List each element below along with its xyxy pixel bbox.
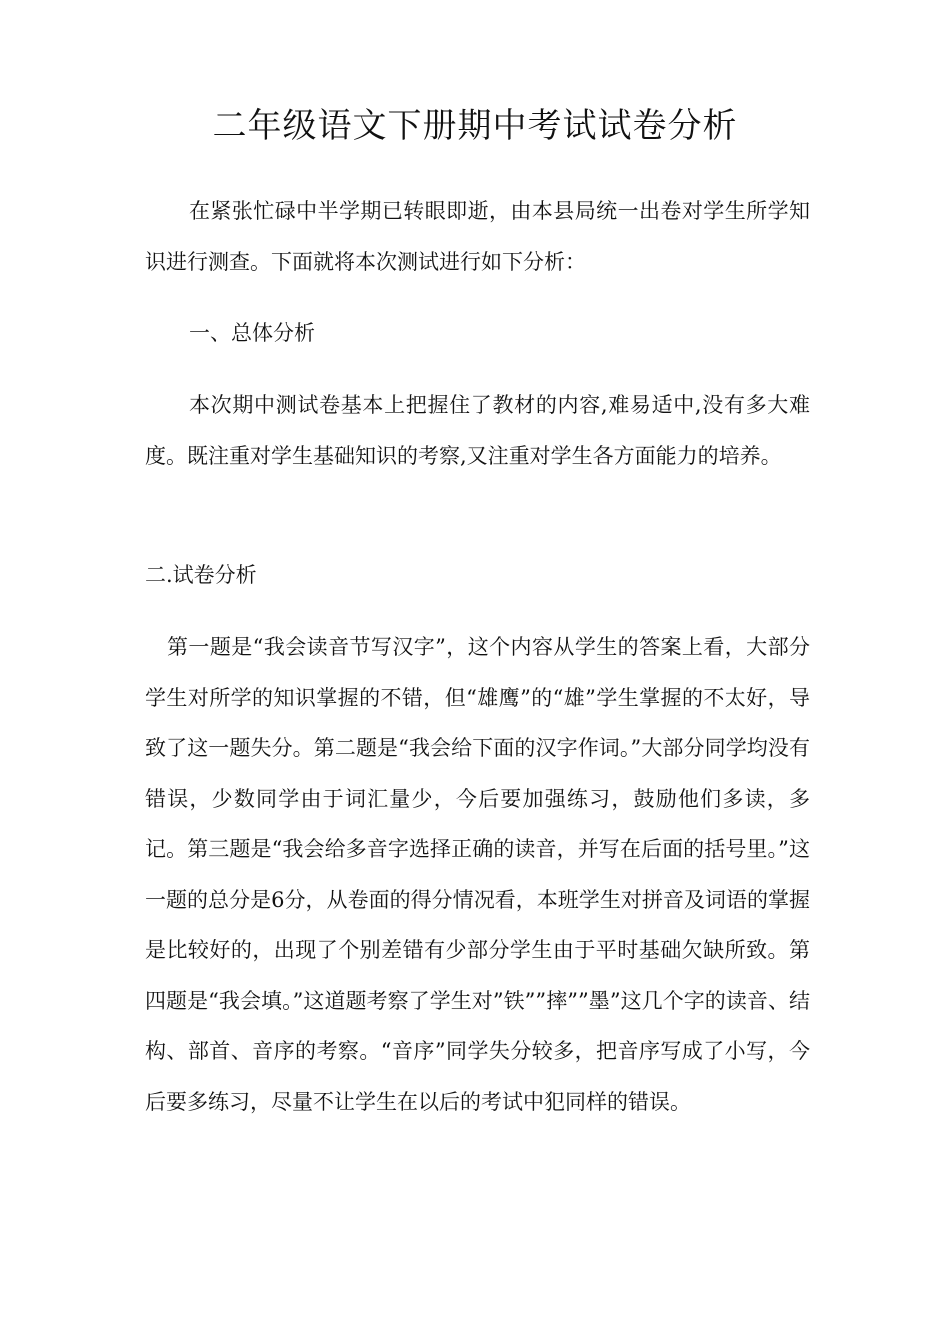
section2-paragraph: 第一题是“我会读音节写汉字”，这个内容从学生的答案上看，大部分学生对所学的知识掌握的不错，但“雄鹰”的“雄”学生掌握的不太好，导致了这一题失分。第二题是“我会给下面的汉字作词。”大部分同学均没有错误，少数同学由于词汇量少，今后要加强练习，鼓励他们多读，多记。第三题是“我会给多音字选择正确的读音，并写在后面的括号里。”这一题的总分是6分，从卷面的得分情况看，本班学生对拼音及词语的掌握是比较好的，出现了个别差错有少部分学生由于平时基础欠缺所致。第四题是“我会填。”这道题考察了学生对”铁””摔””墨”这几个字的读音、结构、部首、音序的考察。“音序”同学失分较多，把音序写成了小写，今后要多练习，尽量不让学生在以后的考试中犯同样的错误。 xyxy=(145,635,810,1114)
document-title: 二年级语文下册期中考试试卷分析 xyxy=(212,106,738,146)
intro-paragraph: 在紧张忙碌中半学期已转眼即逝，由本县局统一出卷对学生所学知识进行测查。下面就将本次测试进行如下分析： xyxy=(145,199,810,274)
section2-heading: 二.试卷分析 xyxy=(145,563,257,587)
section1-paragraph: 本次期中测试卷基本上把握住了教材的内容,难易适中,没有多大难度。既注重对学生基础知识的考察,又注重对学生各方面能力的培养。 xyxy=(145,393,810,468)
section1-heading: 一、总体分析 xyxy=(189,321,315,345)
